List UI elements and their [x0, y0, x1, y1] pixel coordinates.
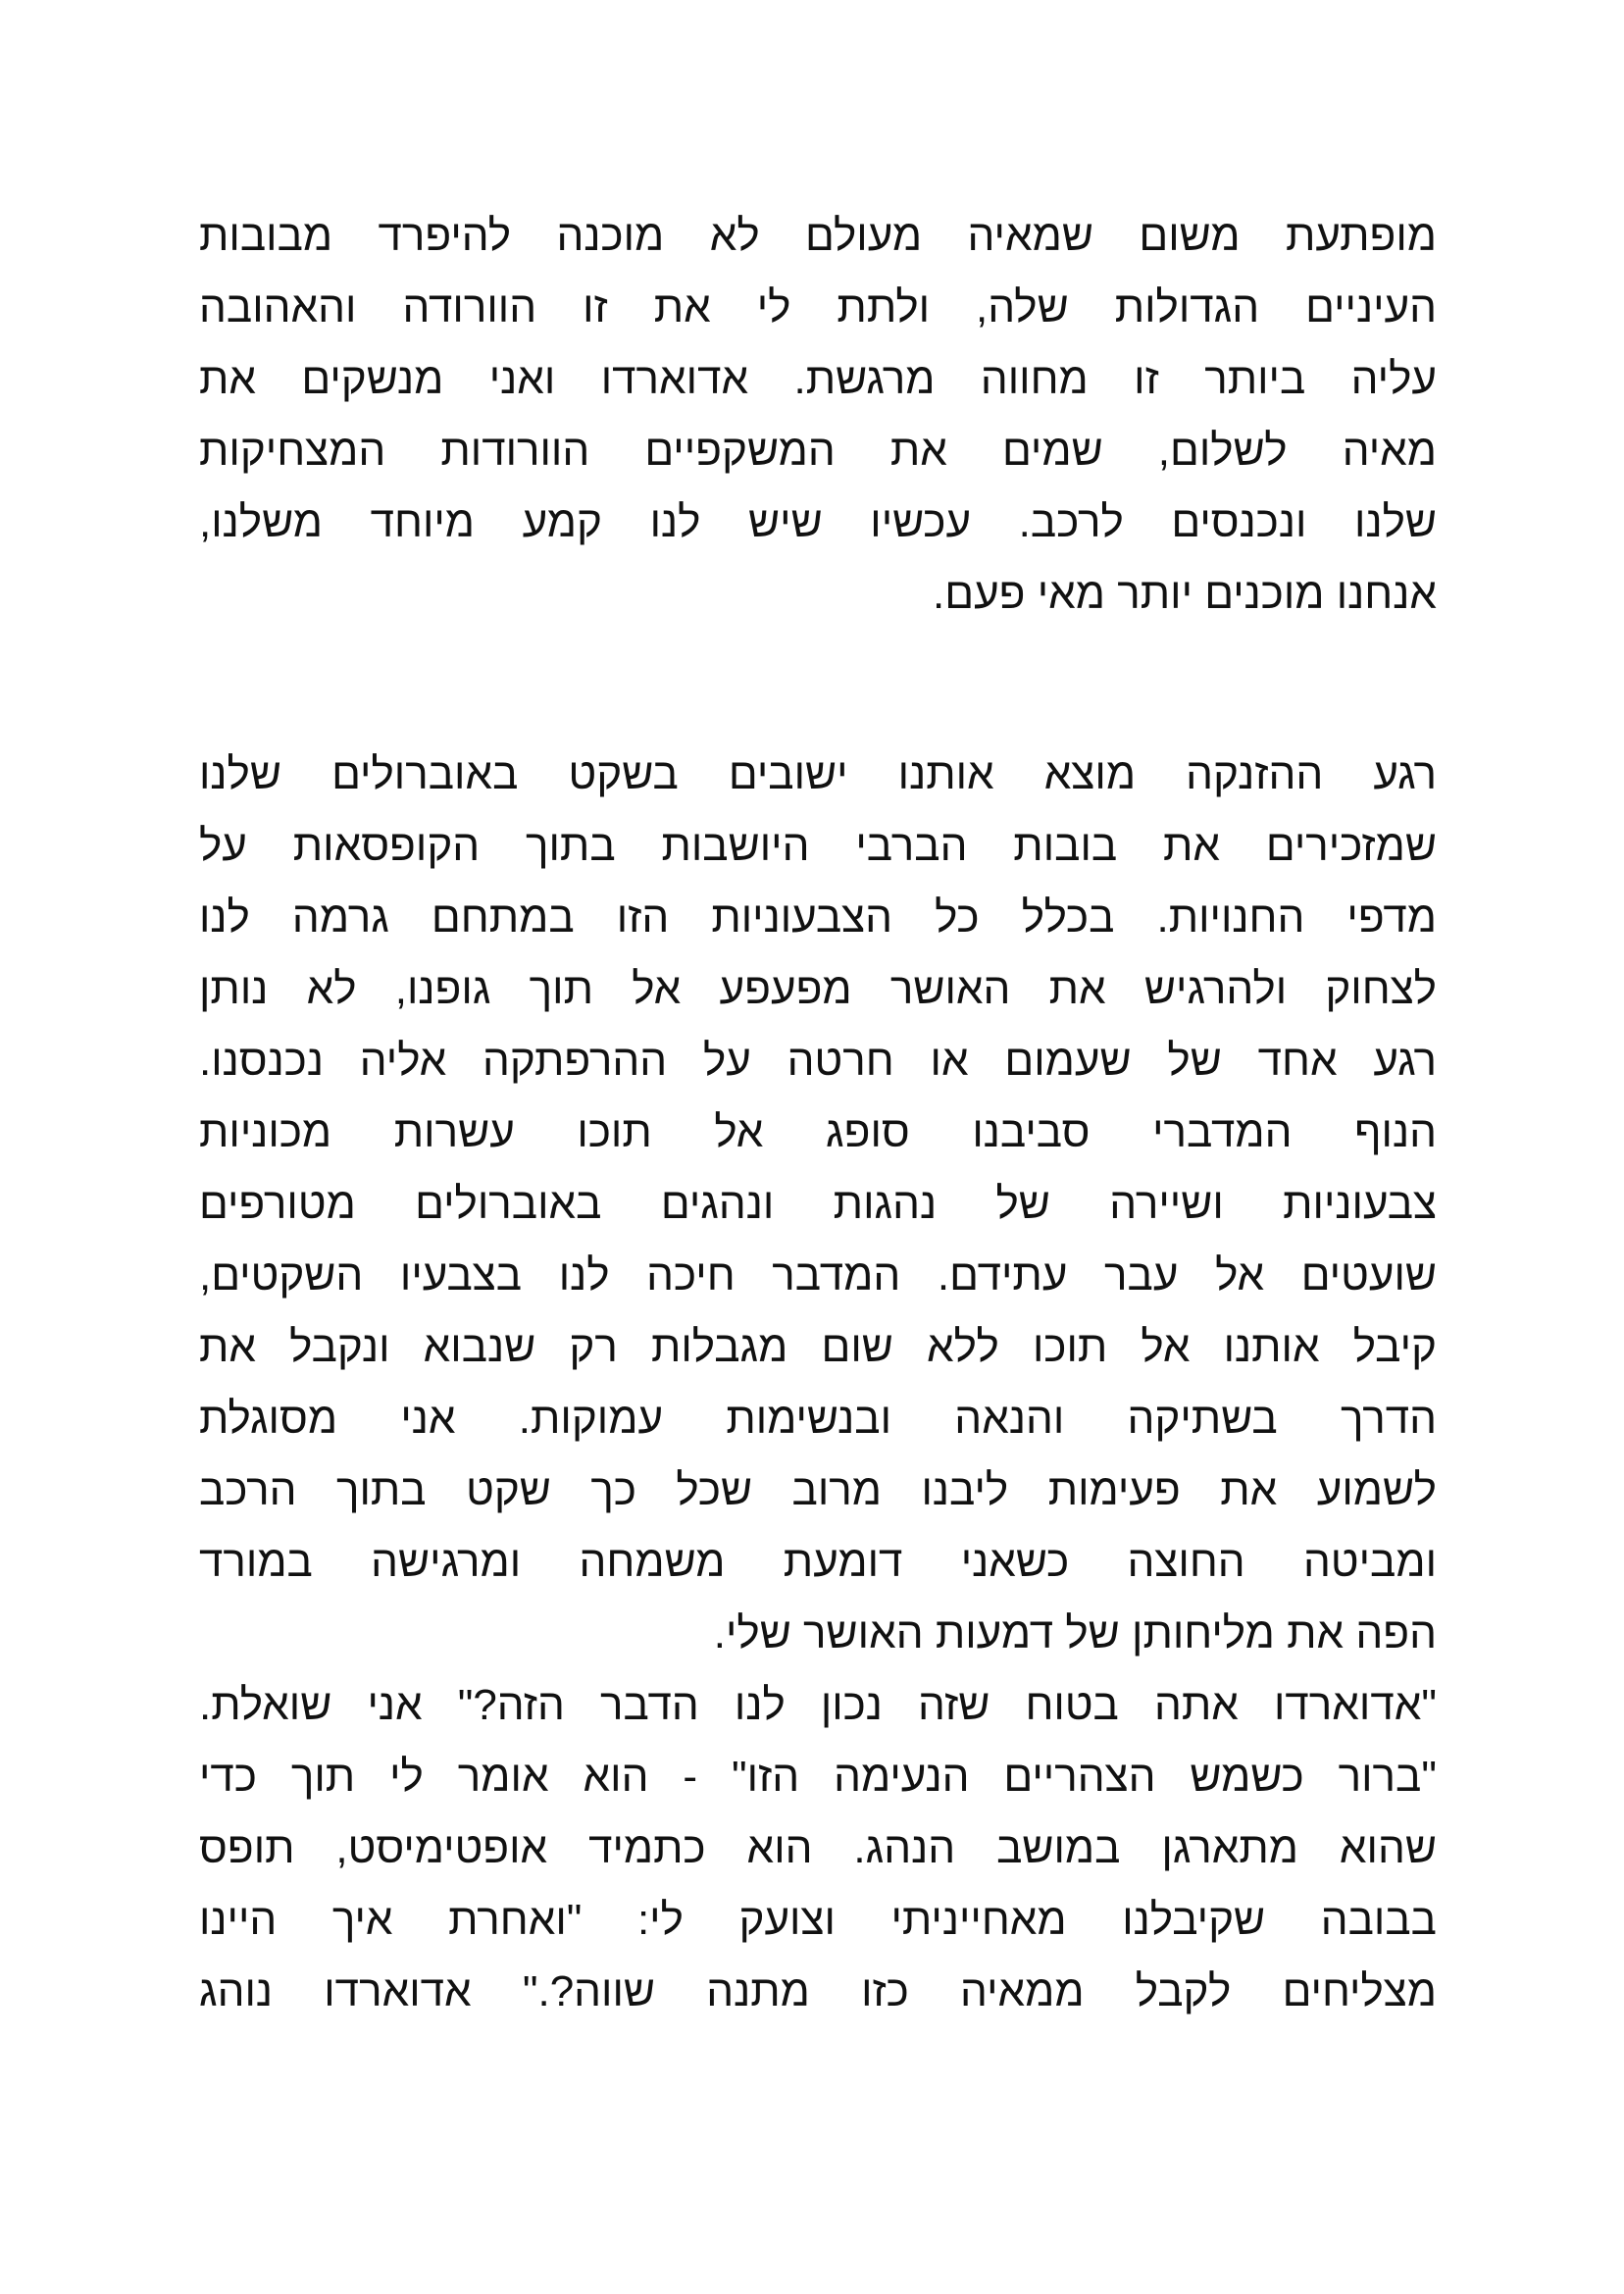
text-line: בבובה שקיבלנו מאחייניתי וצועק לי: "ואחרת איך היינו	[199, 1896, 1437, 1944]
text-line: ומביטה החוצה כשאני דומעת משמחה ומרגישה במורד	[199, 1538, 1437, 1586]
paragraph-2	[199, 739, 1437, 2027]
text-line: עליה ביותר זו מחווה מרגשת. אדוארדו ואני מנשקים את	[199, 355, 1437, 403]
text-line: "אדוארדו אתה בטוח שזה נכון לנו הדבר הזה?" אני שואלת.	[199, 1681, 1437, 1729]
text-line: מצליחים לקבל ממאיה כזו מתנה שווה?." אדוארדו נוהג	[199, 1967, 1437, 2015]
text-line: לצחוק ולהרגיש את האושר מפעפע אל תוך גופנו, לא נותן	[199, 965, 1437, 1013]
text-line: שמזכירים את בובות הברבי היושבות בתוך הקופסאות על	[199, 822, 1437, 870]
text-line: "ברור כשמש הצהריים הנעימה הזו" - הוא אומר לי תוך כדי	[199, 1753, 1437, 1801]
text-line: העיניים הגדולות שלה, ולתת לי את זו הוורודה והאהובה	[199, 283, 1437, 331]
text-line: שועטים אל עבר עתידם. המדבר חיכה לנו בצבעיו השקטים,	[199, 1251, 1437, 1300]
text-line: מופתעת משום שמאיה מעולם לא מוכנה להיפרד מבובות	[199, 212, 1437, 260]
text-line: מדפי החנויות. בכלל כל הצבעוניות הזו במתחם גרמה לנו	[199, 893, 1437, 942]
paragraph-1	[199, 200, 1437, 630]
text-line: אנחנו מוכנים יותר מאי פעם.	[933, 570, 1437, 618]
text-line: שלנו ונכנסים לרכב. עכשיו שיש לנו קמע מיוחד משלנו,	[199, 498, 1437, 546]
text-line: הנוף המדברי סביבנו סופג אל תוכו עשרות מכוניות	[199, 1108, 1437, 1156]
text-line: לשמוע את פעימות ליבנו מרוב שכל כך שקט בתוך הרכב	[199, 1466, 1437, 1514]
text-line: שהוא מתארגן במושב הנהג. הוא כתמיד אופטימיסט, תופס	[199, 1824, 1437, 1872]
text-line: הדרך בשתיקה והנאה ובנשימות עמוקות. אני מסוגלת	[199, 1395, 1437, 1443]
text-line: קיבל אותנו אל תוכו ללא שום מגבלות רק שנבוא ונקבל את	[199, 1323, 1437, 1371]
text-line: מאיה לשלום, שמים את המשקפיים הוורודות המצחיקות	[199, 427, 1437, 475]
text-line: רגע ההזנקה מוצא אותנו ישובים בשקט באוברולים שלנו	[199, 750, 1437, 798]
text-line: צבעוניות ושיירה של נהגות ונהגים באוברולים מטורפים	[199, 1180, 1437, 1228]
text-line: רגע אחד של שעמום או חרטה על ההרפתקה אליה נכנסנו.	[199, 1037, 1437, 1085]
text-line: הפה את מליחותן של דמעות האושר שלי.	[713, 1609, 1437, 1657]
